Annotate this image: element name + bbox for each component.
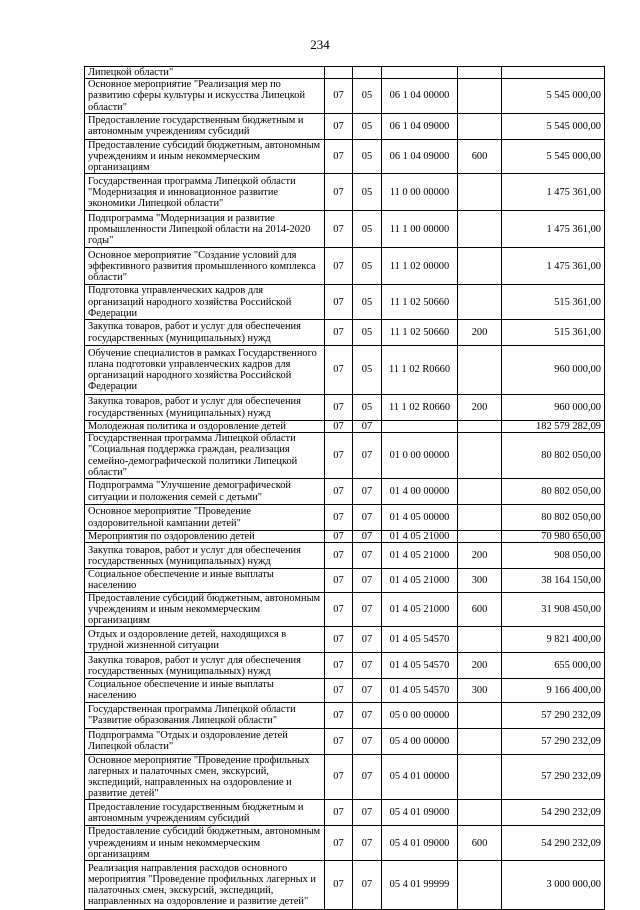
target-article-code: 01 0 00 00000 [382, 433, 458, 479]
section-code: 07 [325, 728, 353, 754]
subsection-code: 07 [353, 679, 382, 702]
amount: 5 545 000,00 [502, 139, 605, 174]
amount: 515 361,00 [502, 320, 605, 346]
section-code: 07 [325, 139, 353, 174]
amount: 70 980 650,00 [502, 531, 605, 543]
table-row [85, 505, 605, 531]
amount: 3 000 000,00 [502, 861, 605, 910]
section-code: 07 [325, 395, 353, 421]
table-row [85, 569, 605, 592]
subsection-code: 05 [353, 285, 382, 320]
expense-type-code [458, 174, 502, 211]
amount: 1 475 361,00 [502, 174, 605, 211]
target-article-code: 11 0 00 00000 [382, 174, 458, 211]
section-code: 07 [325, 479, 353, 505]
expense-type-code [458, 702, 502, 728]
subsection-code: 05 [353, 320, 382, 346]
item-name: Обучение специалистов в рамках Государственного плана подготовки управленческих кадров для организаций народного хозяйства Российской Федерации [85, 346, 325, 395]
item-name: Подпрограмма "Отдых и оздоровление детей Липецкой области" [85, 728, 325, 754]
expense-type-code [458, 433, 502, 479]
amount: 57 290 232,09 [502, 728, 605, 754]
expense-type-code [458, 248, 502, 285]
table-row [85, 627, 605, 653]
item-name: Предоставление государственным бюджетным и автономным учреждениям субсидий [85, 113, 325, 139]
expense-type-code: 200 [458, 653, 502, 679]
expense-type-code: 600 [458, 139, 502, 174]
table-row [85, 248, 605, 285]
subsection-code: 07 [353, 702, 382, 728]
subsection-code: 07 [353, 592, 382, 627]
page-number: 234 [310, 37, 330, 52]
item-name: Предоставление государственным бюджетным и автономным учреждениям субсидий [85, 800, 325, 826]
subsection-code: 07 [353, 861, 382, 910]
subsection-code: 07 [353, 754, 382, 800]
section-code [325, 67, 353, 79]
section-code: 07 [325, 421, 353, 433]
table-row [85, 113, 605, 139]
subsection-code: 07 [353, 728, 382, 754]
section-code: 07 [325, 174, 353, 211]
subsection-code: 05 [353, 248, 382, 285]
table-row [85, 702, 605, 728]
amount: 57 290 232,09 [502, 754, 605, 800]
item-name: Подпрограмма "Модернизация и развитие промышленности Липецкой области на 2014-2020 годы" [85, 211, 325, 248]
subsection-code: 05 [353, 79, 382, 114]
subsection-code: 05 [353, 346, 382, 395]
section-code: 07 [325, 754, 353, 800]
target-article-code: 05 0 00 00000 [382, 702, 458, 728]
subsection-code: 05 [353, 139, 382, 174]
table-row [85, 139, 605, 174]
item-name: Реализация направления расходов основного мероприятия "Проведение профильных лагерных и палаточных смен, экскурсий, экспедиций, направленных на оздоровление и развитие детей" [85, 861, 325, 910]
section-code: 07 [325, 285, 353, 320]
item-name: Основное мероприятие "Реализация мер по развитию сферы культуры и искусства Липецкой области" [85, 79, 325, 114]
subsection-code: 05 [353, 395, 382, 421]
expense-type-code: 300 [458, 569, 502, 592]
section-code: 07 [325, 702, 353, 728]
item-name: Государственная программа Липецкой области "Модернизация и инновационное развитие экономики Липецкой области" [85, 174, 325, 211]
section-code: 07 [325, 861, 353, 910]
amount [502, 67, 605, 79]
table-row [85, 653, 605, 679]
item-name: Предоставление субсидий бюджетным, автономным учреждениям и иным некоммерческим организациям [85, 826, 325, 861]
target-article-code [382, 421, 458, 433]
amount: 80 802 050,00 [502, 433, 605, 479]
expense-type-code: 300 [458, 679, 502, 702]
target-article-code: 06 1 04 09000 [382, 139, 458, 174]
item-name: Липецкой области" [85, 67, 325, 79]
amount: 960 000,00 [502, 395, 605, 421]
target-article-code: 01 4 05 00000 [382, 505, 458, 531]
section-code: 07 [325, 79, 353, 114]
subsection-code: 07 [353, 433, 382, 479]
table-row [85, 174, 605, 211]
target-article-code: 01 4 05 21000 [382, 569, 458, 592]
section-code: 07 [325, 113, 353, 139]
section-code: 07 [325, 679, 353, 702]
table-row [85, 433, 605, 479]
item-name: Предоставление субсидий бюджетным, автономным учреждениям и иным некоммерческим организациям [85, 592, 325, 627]
subsection-code: 07 [353, 505, 382, 531]
target-article-code: 05 4 01 09000 [382, 826, 458, 861]
table-row [85, 346, 605, 395]
amount: 960 000,00 [502, 346, 605, 395]
subsection-code: 07 [353, 653, 382, 679]
item-name: Закупка товаров, работ и услуг для обеспечения государственных (муниципальных) нужд [85, 653, 325, 679]
target-article-code: 01 4 05 54570 [382, 679, 458, 702]
section-code: 07 [325, 531, 353, 543]
item-name: Социальное обеспечение и иные выплаты населению [85, 569, 325, 592]
item-name: Молодежная политика и оздоровление детей [85, 421, 325, 433]
table-row [85, 285, 605, 320]
subsection-code: 07 [353, 479, 382, 505]
target-article-code: 01 4 05 54570 [382, 627, 458, 653]
target-article-code: 05 4 01 00000 [382, 754, 458, 800]
item-name: Основное мероприятие "Проведение профильных лагерных и палаточных смен, экскурсий, экспедиций, направленных на оздоровление и развитие детей" [85, 754, 325, 800]
item-name: Закупка товаров, работ и услуг для обеспечения государственных (муниципальных) нужд [85, 320, 325, 346]
amount: 9 821 400,00 [502, 627, 605, 653]
subsection-code: 07 [353, 627, 382, 653]
amount: 38 164 150,00 [502, 569, 605, 592]
section-code: 07 [325, 433, 353, 479]
table-row [85, 728, 605, 754]
subsection-code: 07 [353, 543, 382, 569]
expense-type-code: 600 [458, 592, 502, 627]
table-row [85, 531, 605, 543]
section-code: 07 [325, 826, 353, 861]
amount: 5 545 000,00 [502, 79, 605, 114]
expense-type-code [458, 113, 502, 139]
target-article-code: 11 1 02 50660 [382, 285, 458, 320]
item-name: Закупка товаров, работ и услуг для обеспечения государственных (муниципальных) нужд [85, 395, 325, 421]
expense-type-code [458, 861, 502, 910]
budget-table-body [85, 67, 605, 910]
target-article-code: 05 4 01 09000 [382, 800, 458, 826]
expense-type-code [458, 505, 502, 531]
subsection-code: 05 [353, 113, 382, 139]
expense-type-code [458, 627, 502, 653]
expense-type-code: 200 [458, 395, 502, 421]
item-name: Основное мероприятие "Создание условий для эффективного развития промышленного комплекса области" [85, 248, 325, 285]
amount: 182 579 282,09 [502, 421, 605, 433]
item-name: Подготовка управленческих кадров для организаций народного хозяйства Российской Федерации [85, 285, 325, 320]
table-row [85, 592, 605, 627]
target-article-code: 05 4 00 00000 [382, 728, 458, 754]
item-name: Отдых и оздоровление детей, находящихся в трудной жизненной ситуации [85, 627, 325, 653]
table-row [85, 800, 605, 826]
expense-type-code [458, 211, 502, 248]
table-row [85, 543, 605, 569]
item-name: Закупка товаров, работ и услуг для обеспечения государственных (муниципальных) нужд [85, 543, 325, 569]
table-row [85, 479, 605, 505]
amount: 1 475 361,00 [502, 248, 605, 285]
target-article-code: 01 4 05 54570 [382, 653, 458, 679]
section-code: 07 [325, 569, 353, 592]
target-article-code: 01 4 00 00000 [382, 479, 458, 505]
target-article-code: 11 1 00 00000 [382, 211, 458, 248]
amount: 5 545 000,00 [502, 113, 605, 139]
target-article-code: 11 1 02 50660 [382, 320, 458, 346]
expense-type-code: 200 [458, 320, 502, 346]
budget-table [84, 66, 605, 910]
target-article-code: 01 4 05 21000 [382, 531, 458, 543]
table-row [85, 67, 605, 79]
target-article-code: 05 4 01 99999 [382, 861, 458, 910]
expense-type-code [458, 421, 502, 433]
target-article-code: 01 4 05 21000 [382, 592, 458, 627]
table-row [85, 421, 605, 433]
amount: 1 475 361,00 [502, 211, 605, 248]
item-name: Предоставление субсидий бюджетным, автономным учреждениям и иным некоммерческим организациям [85, 139, 325, 174]
expense-type-code [458, 754, 502, 800]
amount: 57 290 232,09 [502, 702, 605, 728]
section-code: 07 [325, 543, 353, 569]
amount: 515 361,00 [502, 285, 605, 320]
expense-type-code [458, 531, 502, 543]
expense-type-code [458, 67, 502, 79]
expense-type-code [458, 285, 502, 320]
item-name: Основное мероприятие "Проведение оздоровительной кампании детей" [85, 505, 325, 531]
amount: 80 802 050,00 [502, 505, 605, 531]
expense-type-code [458, 728, 502, 754]
item-name: Мероприятия по оздоровлению детей [85, 531, 325, 543]
section-code: 07 [325, 320, 353, 346]
amount: 31 908 450,00 [502, 592, 605, 627]
item-name: Государственная программа Липецкой области "Развитие образования Липецкой области" [85, 702, 325, 728]
amount: 54 290 232,09 [502, 800, 605, 826]
section-code: 07 [325, 653, 353, 679]
expense-type-code: 600 [458, 826, 502, 861]
amount: 9 166 400,00 [502, 679, 605, 702]
target-article-code: 06 1 04 00000 [382, 79, 458, 114]
subsection-code: 07 [353, 826, 382, 861]
subsection-code: 07 [353, 531, 382, 543]
subsection-code: 07 [353, 569, 382, 592]
table-row [85, 79, 605, 114]
subsection-code: 05 [353, 174, 382, 211]
item-name: Государственная программа Липецкой области "Социальная поддержка граждан, реализация семейно-демографической политики Липецкой области" [85, 433, 325, 479]
expense-type-code [458, 800, 502, 826]
target-article-code: 01 4 05 21000 [382, 543, 458, 569]
table-row [85, 320, 605, 346]
amount: 54 290 232,09 [502, 826, 605, 861]
amount: 655 000,00 [502, 653, 605, 679]
target-article-code: 11 1 02 00000 [382, 248, 458, 285]
table-row [85, 679, 605, 702]
expense-type-code [458, 346, 502, 395]
amount: 908 050,00 [502, 543, 605, 569]
target-article-code: 11 1 02 R0660 [382, 346, 458, 395]
table-row [85, 395, 605, 421]
item-name: Подпрограмма "Улучшение демографической ситуации и положения семей с детьми" [85, 479, 325, 505]
table-row [85, 754, 605, 800]
table-row [85, 861, 605, 910]
expense-type-code [458, 79, 502, 114]
subsection-code [353, 67, 382, 79]
table-row [85, 826, 605, 861]
section-code: 07 [325, 248, 353, 285]
subsection-code: 07 [353, 421, 382, 433]
section-code: 07 [325, 346, 353, 395]
target-article-code: 06 1 04 09000 [382, 113, 458, 139]
expense-type-code: 200 [458, 543, 502, 569]
subsection-code: 05 [353, 211, 382, 248]
section-code: 07 [325, 211, 353, 248]
section-code: 07 [325, 505, 353, 531]
table-row [85, 211, 605, 248]
subsection-code: 07 [353, 800, 382, 826]
target-article-code: 11 1 02 R0660 [382, 395, 458, 421]
section-code: 07 [325, 627, 353, 653]
section-code: 07 [325, 592, 353, 627]
expense-type-code [458, 479, 502, 505]
item-name: Социальное обеспечение и иные выплаты населению [85, 679, 325, 702]
amount: 80 802 050,00 [502, 479, 605, 505]
target-article-code [382, 67, 458, 79]
section-code: 07 [325, 800, 353, 826]
